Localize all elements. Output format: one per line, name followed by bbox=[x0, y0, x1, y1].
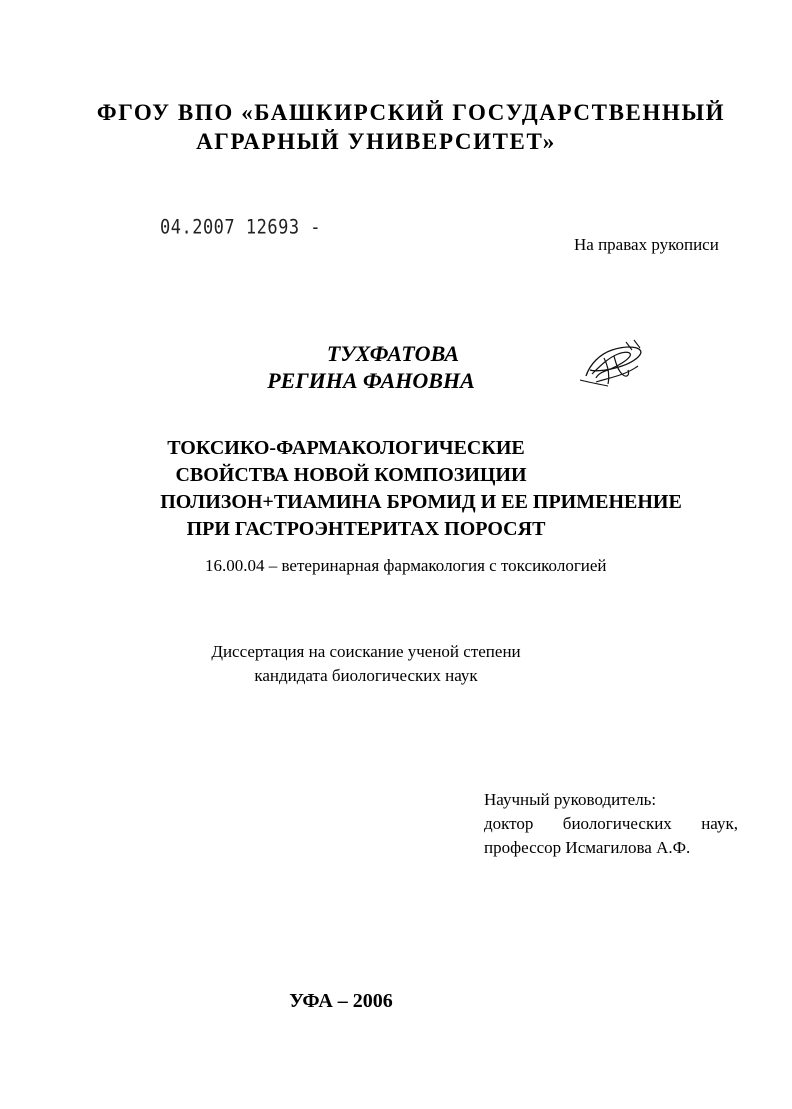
institution-line-2: АГРАРНЫЙ УНИВЕРСИТЕТ» bbox=[196, 129, 556, 154]
title-line-2: СВОЙСТВА НОВОЙ КОМПОЗИЦИИ bbox=[175, 464, 527, 486]
title-line-1: ТОКСИКО-ФАРМАКОЛОГИЧЕСКИЕ bbox=[167, 437, 525, 459]
supervisor-degree-word-1: доктор bbox=[484, 814, 534, 833]
title-line-4: ПРИ ГАСТРОЭНТЕРИТАХ ПОРОСЯТ bbox=[186, 518, 546, 540]
dissertation-title bbox=[0, 435, 792, 543]
supervisor-name: профессор Исмагилова А.Ф. bbox=[484, 838, 691, 857]
place-year bbox=[0, 990, 792, 1013]
place-year-text: УФА – 2006 bbox=[289, 990, 393, 1012]
author-given-names: РЕГИНА ФАНОВНА bbox=[267, 368, 475, 393]
title-line-3: ПОЛИЗОН+ТИАМИНА БРОМИД И ЕЕ ПРИМЕНЕНИЕ bbox=[160, 491, 682, 513]
rights-note: На правах рукописи bbox=[574, 235, 719, 254]
supervisor-label: Научный руководитель: bbox=[484, 790, 657, 809]
author-surname: ТУХФАТОВА bbox=[326, 341, 460, 366]
specialty-code: 16.00.04 – ветеринарная фармакология с токсикологией bbox=[205, 556, 607, 575]
signature-icon bbox=[578, 336, 648, 392]
supervisor-block bbox=[484, 788, 738, 860]
supervisor-degree-word-3: наук, bbox=[701, 814, 738, 833]
degree-line-1: Диссертация на соискание ученой степени bbox=[211, 642, 521, 661]
institution-line-1: ФГОУ ВПО «БАШКИРСКИЙ ГОСУДАРСТВЕННЫЙ bbox=[96, 100, 726, 125]
supervisor-degree-word-2: биологических bbox=[562, 814, 672, 833]
degree-statement bbox=[0, 640, 792, 688]
degree-line-2: кандидата биологических наук bbox=[254, 666, 478, 685]
author-name bbox=[0, 340, 792, 394]
supervisor-degree bbox=[484, 812, 738, 836]
registration-stamp: 04.2007 12693 - bbox=[160, 216, 322, 239]
institution-header bbox=[0, 98, 792, 156]
